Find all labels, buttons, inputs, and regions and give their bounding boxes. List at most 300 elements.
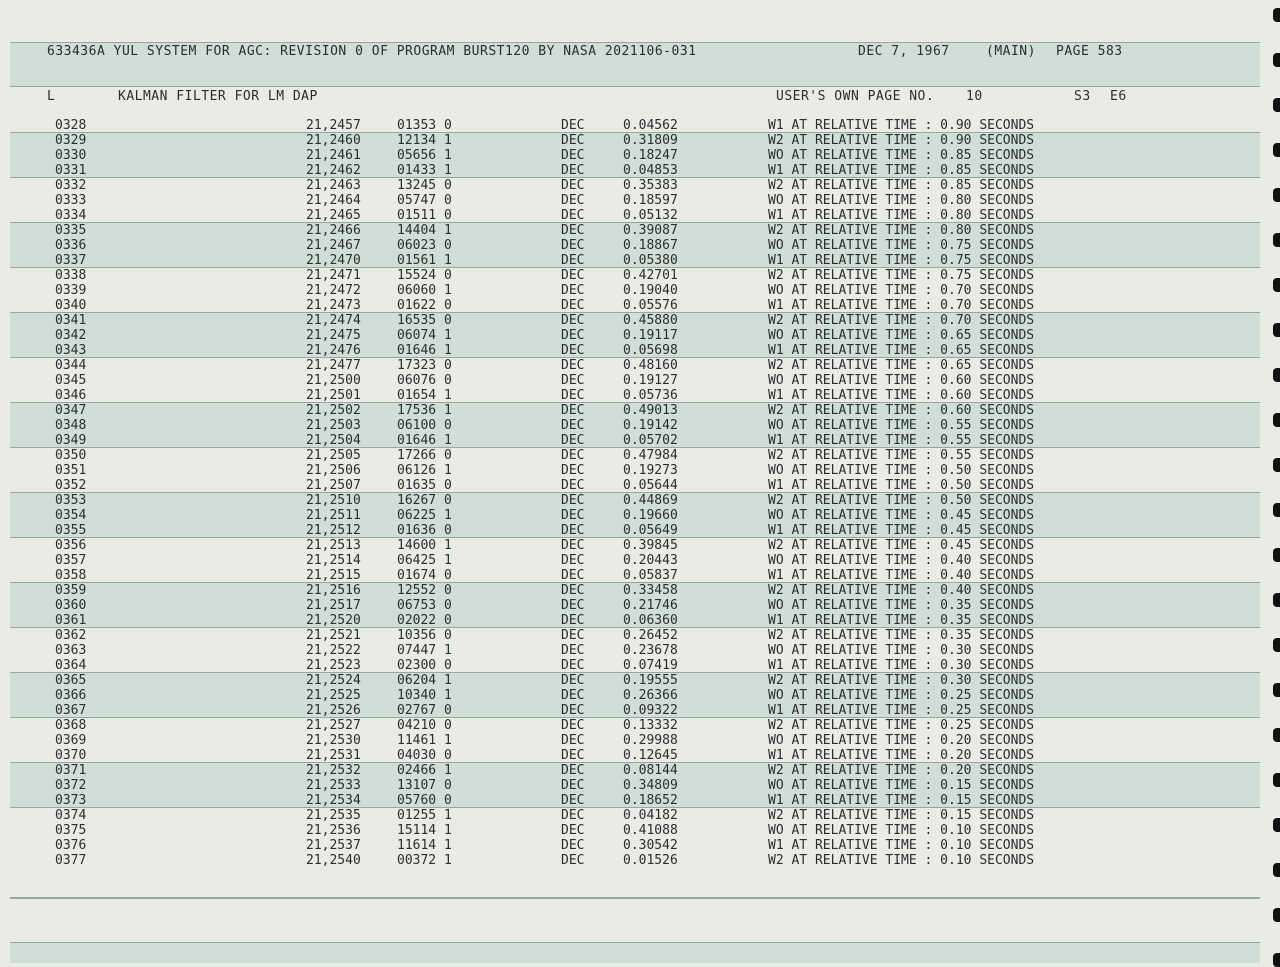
opcode: DEC bbox=[561, 163, 585, 178]
comment: W2 AT RELATIVE TIME : 0.70 SECONDS bbox=[768, 313, 1035, 328]
octal-word: 00372 1 bbox=[397, 853, 452, 868]
decimal-value: 0.19660 bbox=[623, 508, 678, 523]
decimal-value: 0.30542 bbox=[623, 838, 678, 853]
decimal-value: 0.47984 bbox=[623, 448, 678, 463]
decimal-value: 0.31809 bbox=[623, 133, 678, 148]
table-row bbox=[0, 598, 1280, 613]
line-number: 0332 bbox=[55, 178, 87, 193]
line-number: 0369 bbox=[55, 733, 87, 748]
line-number: 0330 bbox=[55, 148, 87, 163]
sprocket-hole bbox=[1273, 8, 1280, 22]
decimal-value: 0.26452 bbox=[623, 628, 678, 643]
line-number: 0335 bbox=[55, 223, 87, 238]
decimal-value: 0.39845 bbox=[623, 538, 678, 553]
address: 21,2507 bbox=[306, 478, 361, 493]
line-number: 0328 bbox=[55, 118, 87, 133]
opcode: DEC bbox=[561, 673, 585, 688]
line-number: 0371 bbox=[55, 763, 87, 778]
octal-word: 17536 1 bbox=[397, 403, 452, 418]
line-number: 0356 bbox=[55, 538, 87, 553]
opcode: DEC bbox=[561, 253, 585, 268]
line-number: 0345 bbox=[55, 373, 87, 388]
opcode: DEC bbox=[561, 388, 585, 403]
table-row bbox=[0, 733, 1280, 748]
comment: W2 AT RELATIVE TIME : 0.60 SECONDS bbox=[768, 403, 1035, 418]
table-row bbox=[0, 253, 1280, 268]
decimal-value: 0.13332 bbox=[623, 718, 678, 733]
table-row bbox=[0, 688, 1280, 703]
table-row bbox=[0, 118, 1280, 133]
octal-word: 01646 1 bbox=[397, 433, 452, 448]
decimal-value: 0.44869 bbox=[623, 493, 678, 508]
octal-word: 16535 0 bbox=[397, 313, 452, 328]
octal-word: 05656 1 bbox=[397, 148, 452, 163]
line-number: 0377 bbox=[55, 853, 87, 868]
table-row bbox=[0, 583, 1280, 598]
address: 21,2473 bbox=[306, 298, 361, 313]
octal-word: 17323 0 bbox=[397, 358, 452, 373]
line-number: 0352 bbox=[55, 478, 87, 493]
table-row bbox=[0, 268, 1280, 283]
comment: WO AT RELATIVE TIME : 0.20 SECONDS bbox=[768, 733, 1035, 748]
decimal-value: 0.19127 bbox=[623, 373, 678, 388]
table-row bbox=[0, 448, 1280, 463]
decimal-value: 0.19142 bbox=[623, 418, 678, 433]
comment: W1 AT RELATIVE TIME : 0.75 SECONDS bbox=[768, 253, 1035, 268]
table-row bbox=[0, 748, 1280, 763]
decimal-value: 0.05698 bbox=[623, 343, 678, 358]
paper-rule bbox=[10, 42, 1260, 43]
line-number: 0348 bbox=[55, 418, 87, 433]
octal-word: 06425 1 bbox=[397, 553, 452, 568]
opcode: DEC bbox=[561, 298, 585, 313]
comment: W2 AT RELATIVE TIME : 0.45 SECONDS bbox=[768, 538, 1035, 553]
address: 21,2521 bbox=[306, 628, 361, 643]
opcode: DEC bbox=[561, 613, 585, 628]
address: 21,2464 bbox=[306, 193, 361, 208]
table-row bbox=[0, 763, 1280, 778]
line-number: 0358 bbox=[55, 568, 87, 583]
line-number: 0340 bbox=[55, 298, 87, 313]
address: 21,2517 bbox=[306, 598, 361, 613]
table-row bbox=[0, 328, 1280, 343]
address: 21,2531 bbox=[306, 748, 361, 763]
paper-rule bbox=[10, 86, 1260, 87]
comment: WO AT RELATIVE TIME : 0.25 SECONDS bbox=[768, 688, 1035, 703]
table-row bbox=[0, 628, 1280, 643]
octal-word: 04210 0 bbox=[397, 718, 452, 733]
line-number: 0329 bbox=[55, 133, 87, 148]
decimal-value: 0.18867 bbox=[623, 238, 678, 253]
decimal-value: 0.04182 bbox=[623, 808, 678, 823]
opcode: DEC bbox=[561, 148, 585, 163]
opcode: DEC bbox=[561, 598, 585, 613]
opcode: DEC bbox=[561, 583, 585, 598]
opcode: DEC bbox=[561, 418, 585, 433]
table-row bbox=[0, 718, 1280, 733]
address: 21,2534 bbox=[306, 793, 361, 808]
line-number: 0373 bbox=[55, 793, 87, 808]
decimal-value: 0.05576 bbox=[623, 298, 678, 313]
line-number: 0350 bbox=[55, 448, 87, 463]
comment: W2 AT RELATIVE TIME : 0.50 SECONDS bbox=[768, 493, 1035, 508]
octal-word: 15114 1 bbox=[397, 823, 452, 838]
paper-rule bbox=[10, 942, 1260, 943]
table-row bbox=[0, 808, 1280, 823]
line-number: 0331 bbox=[55, 163, 87, 178]
line-number: 0364 bbox=[55, 658, 87, 673]
opcode: DEC bbox=[561, 523, 585, 538]
opcode: DEC bbox=[561, 703, 585, 718]
comment: W2 AT RELATIVE TIME : 0.85 SECONDS bbox=[768, 178, 1035, 193]
address: 21,2524 bbox=[306, 673, 361, 688]
comment: W2 AT RELATIVE TIME : 0.35 SECONDS bbox=[768, 628, 1035, 643]
page-number: PAGE 583 bbox=[1056, 44, 1123, 59]
opcode: DEC bbox=[561, 343, 585, 358]
decimal-value: 0.05380 bbox=[623, 253, 678, 268]
octal-word: 16267 0 bbox=[397, 493, 452, 508]
sprocket-hole bbox=[1273, 593, 1280, 607]
line-number: 0355 bbox=[55, 523, 87, 538]
opcode: DEC bbox=[561, 133, 585, 148]
address: 21,2474 bbox=[306, 313, 361, 328]
decimal-value: 0.19117 bbox=[623, 328, 678, 343]
comment: W1 AT RELATIVE TIME : 0.45 SECONDS bbox=[768, 523, 1035, 538]
decimal-value: 0.05736 bbox=[623, 388, 678, 403]
decimal-value: 0.05837 bbox=[623, 568, 678, 583]
line-number: 0344 bbox=[55, 358, 87, 373]
line-number: 0360 bbox=[55, 598, 87, 613]
line-number: 0341 bbox=[55, 313, 87, 328]
table-row bbox=[0, 208, 1280, 223]
sprocket-hole bbox=[1273, 188, 1280, 202]
decimal-value: 0.05132 bbox=[623, 208, 678, 223]
listing-code-s3: S3 bbox=[1074, 89, 1091, 104]
line-number: 0334 bbox=[55, 208, 87, 223]
decimal-value: 0.41088 bbox=[623, 823, 678, 838]
opcode: DEC bbox=[561, 763, 585, 778]
paper-band bbox=[10, 942, 1260, 963]
table-row bbox=[0, 148, 1280, 163]
decimal-value: 0.12645 bbox=[623, 748, 678, 763]
line-number: 0353 bbox=[55, 493, 87, 508]
octal-word: 14600 1 bbox=[397, 538, 452, 553]
users-page-label: USER'S OWN PAGE NO. bbox=[776, 89, 935, 104]
listing-main-label: (MAIN) bbox=[986, 44, 1036, 59]
table-row bbox=[0, 568, 1280, 583]
comment: WO AT RELATIVE TIME : 0.60 SECONDS bbox=[768, 373, 1035, 388]
sprocket-hole bbox=[1273, 143, 1280, 157]
octal-word: 14404 1 bbox=[397, 223, 452, 238]
comment: W1 AT RELATIVE TIME : 0.65 SECONDS bbox=[768, 343, 1035, 358]
comment: W1 AT RELATIVE TIME : 0.80 SECONDS bbox=[768, 208, 1035, 223]
opcode: DEC bbox=[561, 538, 585, 553]
octal-word: 06126 1 bbox=[397, 463, 452, 478]
table-row bbox=[0, 613, 1280, 628]
line-number: 0347 bbox=[55, 403, 87, 418]
decimal-value: 0.06360 bbox=[623, 613, 678, 628]
opcode: DEC bbox=[561, 568, 585, 583]
opcode: DEC bbox=[561, 853, 585, 868]
comment: W2 AT RELATIVE TIME : 0.40 SECONDS bbox=[768, 583, 1035, 598]
comment: W2 AT RELATIVE TIME : 0.80 SECONDS bbox=[768, 223, 1035, 238]
opcode: DEC bbox=[561, 433, 585, 448]
address: 21,2504 bbox=[306, 433, 361, 448]
octal-word: 06100 0 bbox=[397, 418, 452, 433]
comment: W1 AT RELATIVE TIME : 0.30 SECONDS bbox=[768, 658, 1035, 673]
octal-word: 13107 0 bbox=[397, 778, 452, 793]
comment: W1 AT RELATIVE TIME : 0.35 SECONDS bbox=[768, 613, 1035, 628]
table-row bbox=[0, 358, 1280, 373]
line-number: 0339 bbox=[55, 283, 87, 298]
octal-word: 04030 0 bbox=[397, 748, 452, 763]
line-number: 0333 bbox=[55, 193, 87, 208]
decimal-value: 0.05649 bbox=[623, 523, 678, 538]
comment: WO AT RELATIVE TIME : 0.55 SECONDS bbox=[768, 418, 1035, 433]
comment: W1 AT RELATIVE TIME : 0.15 SECONDS bbox=[768, 793, 1035, 808]
octal-word: 01646 1 bbox=[397, 343, 452, 358]
decimal-value: 0.42701 bbox=[623, 268, 678, 283]
address: 21,2514 bbox=[306, 553, 361, 568]
address: 21,2525 bbox=[306, 688, 361, 703]
opcode: DEC bbox=[561, 268, 585, 283]
table-row bbox=[0, 313, 1280, 328]
decimal-value: 0.07419 bbox=[623, 658, 678, 673]
comment: W2 AT RELATIVE TIME : 0.20 SECONDS bbox=[768, 763, 1035, 778]
line-number: 0359 bbox=[55, 583, 87, 598]
line-number: 0354 bbox=[55, 508, 87, 523]
sprocket-hole bbox=[1273, 323, 1280, 337]
opcode: DEC bbox=[561, 283, 585, 298]
comment: W2 AT RELATIVE TIME : 0.25 SECONDS bbox=[768, 718, 1035, 733]
opcode: DEC bbox=[561, 733, 585, 748]
section-title: KALMAN FILTER FOR LM DAP bbox=[118, 89, 318, 104]
comment: WO AT RELATIVE TIME : 0.85 SECONDS bbox=[768, 148, 1035, 163]
line-number: 0374 bbox=[55, 808, 87, 823]
sprocket-hole bbox=[1273, 908, 1280, 922]
sprocket-hole bbox=[1273, 863, 1280, 877]
table-row bbox=[0, 463, 1280, 478]
address: 21,2520 bbox=[306, 613, 361, 628]
table-row bbox=[0, 838, 1280, 853]
octal-word: 01561 1 bbox=[397, 253, 452, 268]
opcode: DEC bbox=[561, 838, 585, 853]
decimal-value: 0.04853 bbox=[623, 163, 678, 178]
octal-word: 01654 1 bbox=[397, 388, 452, 403]
address: 21,2515 bbox=[306, 568, 361, 583]
line-number: 0366 bbox=[55, 688, 87, 703]
line-number: 0362 bbox=[55, 628, 87, 643]
table-row bbox=[0, 643, 1280, 658]
sprocket-hole bbox=[1273, 818, 1280, 832]
line-number: 0351 bbox=[55, 463, 87, 478]
comment: W1 AT RELATIVE TIME : 0.60 SECONDS bbox=[768, 388, 1035, 403]
sprocket-hole bbox=[1273, 278, 1280, 292]
decimal-value: 0.19273 bbox=[623, 463, 678, 478]
address: 21,2526 bbox=[306, 703, 361, 718]
opcode: DEC bbox=[561, 373, 585, 388]
octal-word: 06225 1 bbox=[397, 508, 452, 523]
octal-word: 12134 1 bbox=[397, 133, 452, 148]
decimal-value: 0.21746 bbox=[623, 598, 678, 613]
line-number: 0337 bbox=[55, 253, 87, 268]
decimal-value: 0.01526 bbox=[623, 853, 678, 868]
opcode: DEC bbox=[561, 358, 585, 373]
address: 21,2466 bbox=[306, 223, 361, 238]
octal-word: 07447 1 bbox=[397, 643, 452, 658]
table-row bbox=[0, 298, 1280, 313]
line-number: 0363 bbox=[55, 643, 87, 658]
paper-rule bbox=[10, 898, 1260, 899]
decimal-value: 0.05702 bbox=[623, 433, 678, 448]
sprocket-hole bbox=[1273, 233, 1280, 247]
address: 21,2503 bbox=[306, 418, 361, 433]
comment: W1 AT RELATIVE TIME : 0.25 SECONDS bbox=[768, 703, 1035, 718]
table-row bbox=[0, 508, 1280, 523]
octal-word: 01635 0 bbox=[397, 478, 452, 493]
table-row bbox=[0, 778, 1280, 793]
table-row bbox=[0, 523, 1280, 538]
sprocket-hole bbox=[1273, 548, 1280, 562]
octal-word: 01433 1 bbox=[397, 163, 452, 178]
comment: WO AT RELATIVE TIME : 0.35 SECONDS bbox=[768, 598, 1035, 613]
sprocket-hole bbox=[1273, 458, 1280, 472]
comment: WO AT RELATIVE TIME : 0.75 SECONDS bbox=[768, 238, 1035, 253]
address: 21,2530 bbox=[306, 733, 361, 748]
comment: W1 AT RELATIVE TIME : 0.90 SECONDS bbox=[768, 118, 1035, 133]
octal-word: 06204 1 bbox=[397, 673, 452, 688]
decimal-value: 0.19040 bbox=[623, 283, 678, 298]
decimal-value: 0.09322 bbox=[623, 703, 678, 718]
opcode: DEC bbox=[561, 643, 585, 658]
octal-word: 10356 0 bbox=[397, 628, 452, 643]
address: 21,2462 bbox=[306, 163, 361, 178]
address: 21,2461 bbox=[306, 148, 361, 163]
address: 21,2537 bbox=[306, 838, 361, 853]
octal-word: 01353 0 bbox=[397, 118, 452, 133]
octal-word: 05747 0 bbox=[397, 193, 452, 208]
line-number: 0372 bbox=[55, 778, 87, 793]
table-row bbox=[0, 823, 1280, 838]
decimal-value: 0.19555 bbox=[623, 673, 678, 688]
comment: WO AT RELATIVE TIME : 0.15 SECONDS bbox=[768, 778, 1035, 793]
sprocket-hole bbox=[1273, 413, 1280, 427]
comment: W2 AT RELATIVE TIME : 0.30 SECONDS bbox=[768, 673, 1035, 688]
decimal-value: 0.39087 bbox=[623, 223, 678, 238]
comment: W1 AT RELATIVE TIME : 0.50 SECONDS bbox=[768, 478, 1035, 493]
listing-date: DEC 7, 1967 bbox=[858, 44, 950, 59]
comment: W1 AT RELATIVE TIME : 0.85 SECONDS bbox=[768, 163, 1035, 178]
opcode: DEC bbox=[561, 778, 585, 793]
octal-word: 01636 0 bbox=[397, 523, 452, 538]
table-row bbox=[0, 433, 1280, 448]
comment: WO AT RELATIVE TIME : 0.80 SECONDS bbox=[768, 193, 1035, 208]
address: 21,2475 bbox=[306, 328, 361, 343]
opcode: DEC bbox=[561, 238, 585, 253]
decimal-value: 0.08144 bbox=[623, 763, 678, 778]
opcode: DEC bbox=[561, 688, 585, 703]
line-number: 0336 bbox=[55, 238, 87, 253]
comment: W2 AT RELATIVE TIME : 0.75 SECONDS bbox=[768, 268, 1035, 283]
address: 21,2532 bbox=[306, 763, 361, 778]
comment: W1 AT RELATIVE TIME : 0.40 SECONDS bbox=[768, 568, 1035, 583]
address: 21,2501 bbox=[306, 388, 361, 403]
address: 21,2522 bbox=[306, 643, 361, 658]
address: 21,2465 bbox=[306, 208, 361, 223]
comment: W2 AT RELATIVE TIME : 0.65 SECONDS bbox=[768, 358, 1035, 373]
octal-word: 15524 0 bbox=[397, 268, 452, 283]
paper-rule bbox=[10, 897, 1260, 898]
opcode: DEC bbox=[561, 823, 585, 838]
address: 21,2533 bbox=[306, 778, 361, 793]
line-number: 0376 bbox=[55, 838, 87, 853]
address: 21,2463 bbox=[306, 178, 361, 193]
line-number: 0346 bbox=[55, 388, 87, 403]
table-row bbox=[0, 478, 1280, 493]
octal-word: 10340 1 bbox=[397, 688, 452, 703]
opcode: DEC bbox=[561, 328, 585, 343]
table-row bbox=[0, 493, 1280, 508]
sprocket-hole bbox=[1273, 683, 1280, 697]
address: 21,2516 bbox=[306, 583, 361, 598]
opcode: DEC bbox=[561, 403, 585, 418]
opcode: DEC bbox=[561, 223, 585, 238]
octal-word: 02300 0 bbox=[397, 658, 452, 673]
tractor-feed-holes bbox=[1272, 0, 1280, 963]
comment: WO AT RELATIVE TIME : 0.40 SECONDS bbox=[768, 553, 1035, 568]
decimal-value: 0.18597 bbox=[623, 193, 678, 208]
sprocket-hole bbox=[1273, 773, 1280, 787]
octal-word: 06753 0 bbox=[397, 598, 452, 613]
decimal-value: 0.49013 bbox=[623, 403, 678, 418]
address: 21,2512 bbox=[306, 523, 361, 538]
table-row bbox=[0, 133, 1280, 148]
address: 21,2523 bbox=[306, 658, 361, 673]
opcode: DEC bbox=[561, 718, 585, 733]
comment: W2 AT RELATIVE TIME : 0.10 SECONDS bbox=[768, 853, 1035, 868]
table-row bbox=[0, 658, 1280, 673]
table-row bbox=[0, 403, 1280, 418]
table-row bbox=[0, 853, 1280, 868]
octal-word: 11614 1 bbox=[397, 838, 452, 853]
address: 21,2500 bbox=[306, 373, 361, 388]
address: 21,2457 bbox=[306, 118, 361, 133]
sprocket-hole bbox=[1273, 728, 1280, 742]
opcode: DEC bbox=[561, 118, 585, 133]
comment: WO AT RELATIVE TIME : 0.65 SECONDS bbox=[768, 328, 1035, 343]
line-number: 0361 bbox=[55, 613, 87, 628]
line-number: 0365 bbox=[55, 673, 87, 688]
address: 21,2506 bbox=[306, 463, 361, 478]
line-number: 0343 bbox=[55, 343, 87, 358]
address: 21,2536 bbox=[306, 823, 361, 838]
line-number: 0367 bbox=[55, 703, 87, 718]
sprocket-hole bbox=[1273, 98, 1280, 112]
table-row bbox=[0, 223, 1280, 238]
comment: W2 AT RELATIVE TIME : 0.90 SECONDS bbox=[768, 133, 1035, 148]
opcode: DEC bbox=[561, 208, 585, 223]
line-number: 0342 bbox=[55, 328, 87, 343]
comment: W1 AT RELATIVE TIME : 0.55 SECONDS bbox=[768, 433, 1035, 448]
opcode: DEC bbox=[561, 313, 585, 328]
decimal-value: 0.35383 bbox=[623, 178, 678, 193]
sprocket-hole bbox=[1273, 638, 1280, 652]
comment: WO AT RELATIVE TIME : 0.50 SECONDS bbox=[768, 463, 1035, 478]
octal-word: 06060 1 bbox=[397, 283, 452, 298]
comment: W2 AT RELATIVE TIME : 0.55 SECONDS bbox=[768, 448, 1035, 463]
table-row bbox=[0, 703, 1280, 718]
opcode: DEC bbox=[561, 478, 585, 493]
